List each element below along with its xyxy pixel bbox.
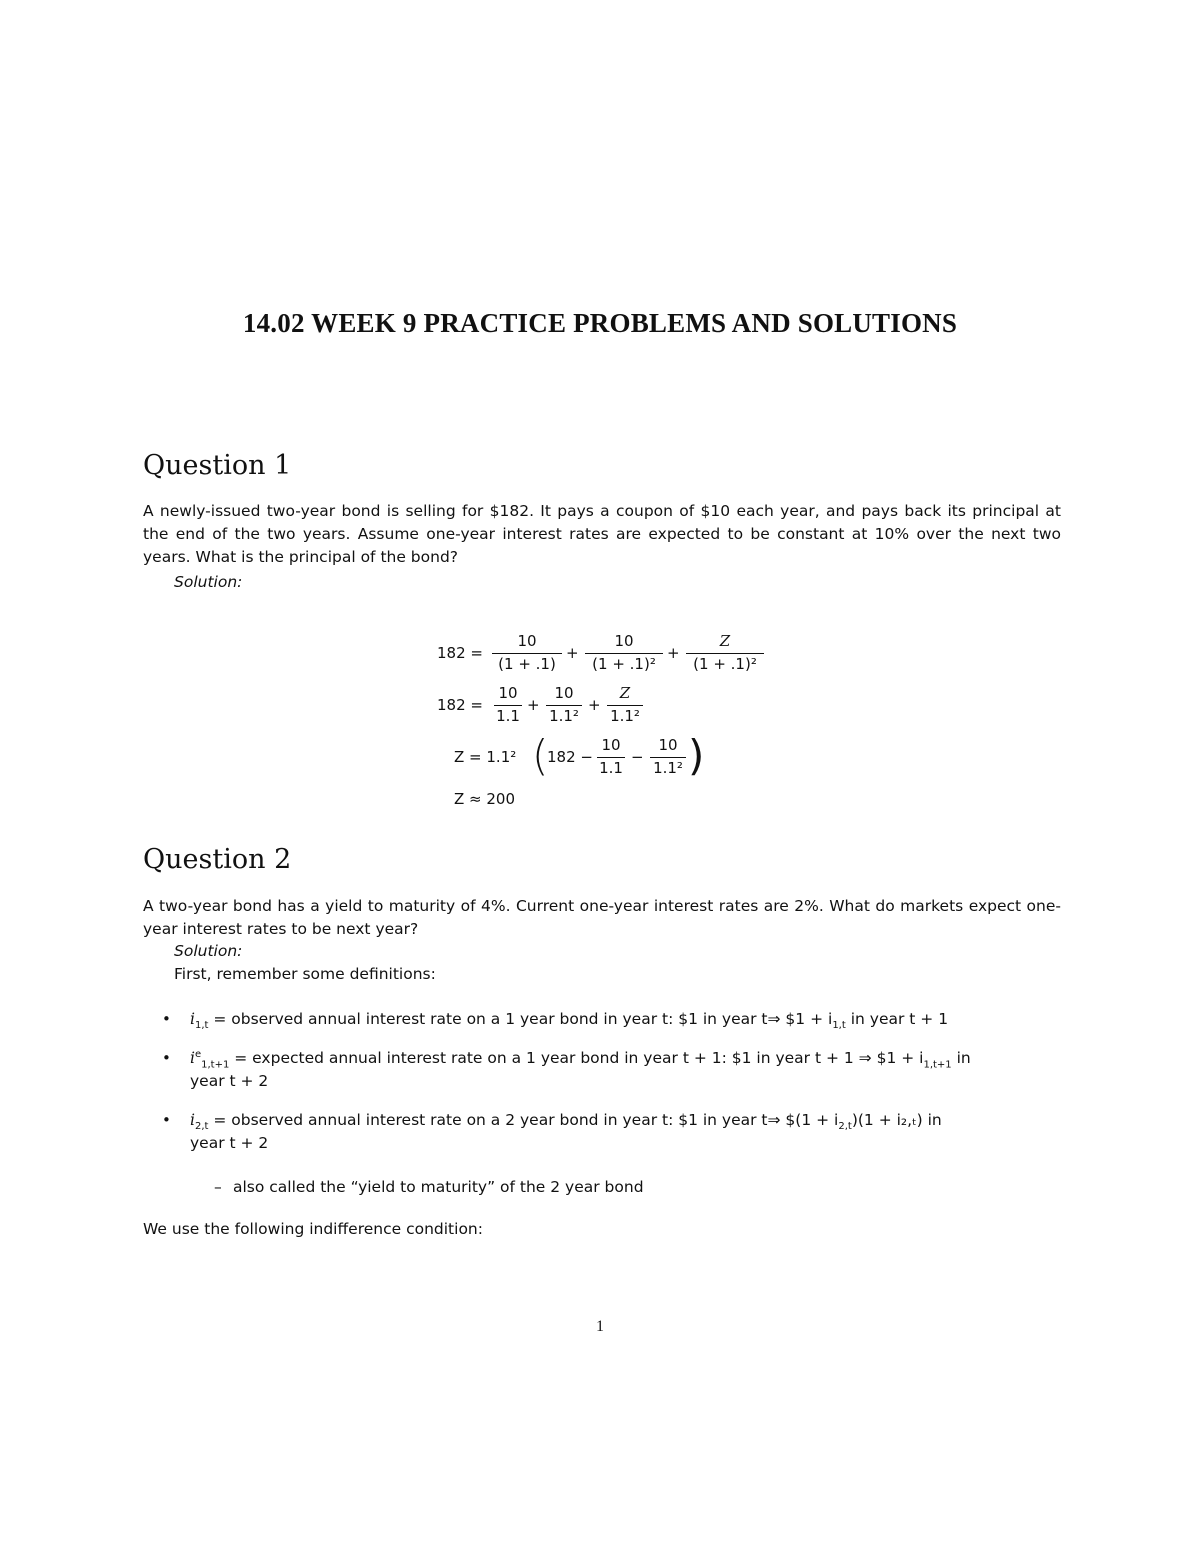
superscript: e	[194, 1049, 202, 1060]
equation-lhs: 182 =	[437, 696, 483, 714]
bullet-icon: •	[162, 1049, 171, 1067]
denominator: 1.1	[599, 759, 623, 777]
question-2-solution-label: Solution:	[174, 942, 243, 960]
math-symbol: i	[190, 1111, 195, 1129]
open-paren: (	[532, 731, 549, 780]
list-item-continuation: year t + 2	[190, 1072, 269, 1090]
plus-sign: +	[588, 696, 601, 714]
fraction	[492, 632, 562, 675]
minus-sign: −	[631, 748, 644, 766]
list-item-text	[190, 1010, 948, 1031]
numerator: 10	[498, 684, 518, 702]
definitions-intro: First, remember some definitions:	[174, 965, 436, 983]
definition-text: = observed annual interest rate on a 1 year bond in year t: $1 in year t⇒ $1 + i	[208, 1010, 833, 1028]
definition-text: = expected annual interest rate on a 1 year bond in year t + 1: $1 in year t + 1 ⇒ $1 + i	[229, 1049, 924, 1068]
numerator: 10	[601, 736, 621, 754]
numerator: Z	[619, 684, 631, 702]
subscript: 1,t+1	[923, 1059, 952, 1071]
subscript: 2,t	[838, 1121, 852, 1133]
equation-4: Z ≈ 200	[454, 790, 516, 808]
fraction	[686, 632, 764, 675]
page-number: 1	[596, 1318, 604, 1335]
plus-sign: +	[667, 644, 680, 662]
fraction	[494, 684, 522, 727]
denominator: 1.1²	[610, 707, 640, 725]
question-1-solution-label: Solution:	[174, 573, 243, 591]
denominator: 1.1²	[653, 759, 683, 777]
definition-tail: )(1 + i₂,ₜ) in	[851, 1111, 942, 1129]
numerator: 10	[658, 736, 678, 754]
plus-sign: +	[527, 696, 540, 714]
fraction	[597, 736, 625, 779]
subscript: 1,t	[832, 1020, 846, 1032]
bullet-icon: •	[162, 1111, 171, 1129]
fraction	[607, 684, 643, 727]
fraction	[650, 736, 686, 779]
list-item-text	[190, 1111, 942, 1132]
list-item-text	[190, 1049, 971, 1070]
fraction	[585, 632, 663, 675]
denominator: (1 + .1)²	[592, 655, 656, 673]
subscript: 2,t	[194, 1121, 209, 1133]
numerator: 10	[614, 632, 634, 650]
math-symbol: i	[190, 1049, 195, 1068]
question-2-heading: Question 2	[143, 844, 292, 875]
sub-bullet-text: also called the “yield to maturity” of the 2 year bond	[233, 1178, 644, 1196]
closing-text: We use the following indifference condition:	[143, 1220, 483, 1238]
definition-text: = observed annual interest rate on a 2 year bond in year t: $1 in year t⇒ $(1 + i	[208, 1111, 839, 1129]
numerator: 10	[554, 684, 574, 702]
equation-lhs: Z = 1.1²	[454, 748, 517, 766]
equation-lhs: 182 =	[437, 644, 483, 662]
plus-sign: +	[566, 644, 579, 662]
denominator: 1.1	[496, 707, 520, 725]
math-symbol: i	[190, 1010, 195, 1028]
equation-mid: 182 −	[547, 748, 593, 766]
close-paren: )	[688, 731, 705, 780]
numerator: Z	[719, 632, 731, 650]
list-item-continuation: year t + 2	[190, 1134, 269, 1152]
subscript: 1,t	[194, 1020, 209, 1032]
sub-bullet-dash: –	[214, 1178, 222, 1196]
bullet-icon: •	[162, 1010, 171, 1028]
subscript: 1,t+1	[201, 1059, 230, 1071]
fraction	[546, 684, 582, 727]
denominator: (1 + .1)	[498, 655, 556, 673]
question-1-text: A newly-issued two-year bond is selling for $182. It pays a coupon of $10 each year, and pays back its principal at the end of the two years. Assume one-year interest rates are expected to be constant at 10% over the next two years. What is the principal of the bond?	[143, 502, 1061, 566]
definition-tail: in year t + 1	[845, 1010, 949, 1028]
definition-tail: in	[951, 1049, 971, 1068]
numerator: 10	[517, 632, 537, 650]
question-2-text: A two-year bond has a yield to maturity of 4%. Current one-year interest rates are 2%. What do markets expect one-year interest rates to be next year?	[143, 897, 1061, 938]
denominator: (1 + .1)²	[693, 655, 757, 673]
page-title: 14.02 WEEK 9 PRACTICE PROBLEMS AND SOLUTIONS	[242, 308, 958, 338]
denominator: 1.1²	[549, 707, 579, 725]
question-1-heading: Question 1	[143, 450, 292, 481]
